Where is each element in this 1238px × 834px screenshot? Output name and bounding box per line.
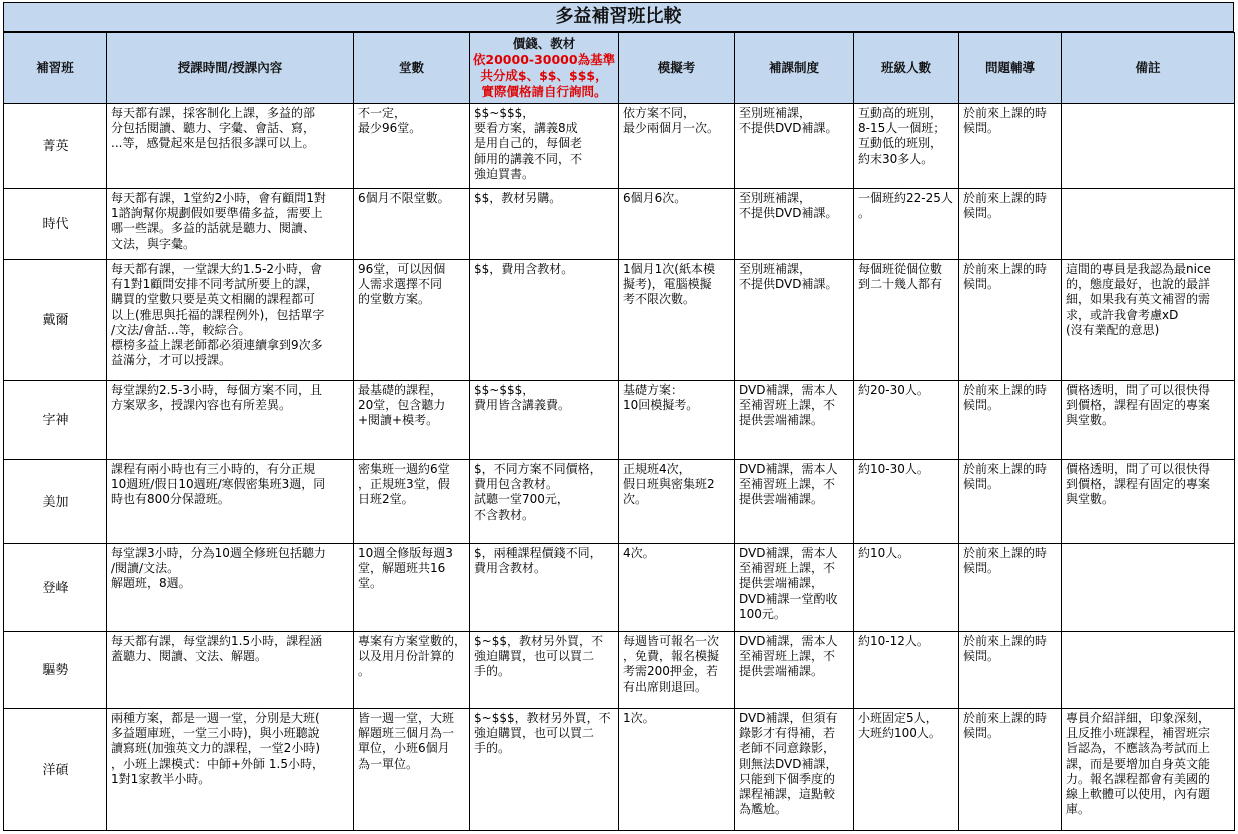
- col-header-price: 價錢、教材 依20000-30000為基準 共分成$、$$、$$$， 實際價格請自行詢問。: [470, 33, 619, 104]
- class-size-cell: 一個班約22-25人 。: [854, 189, 959, 260]
- tutoring-cell: 於前來上課的時 候問。: [959, 260, 1062, 381]
- table-body: [4, 104, 1235, 831]
- price-cell: $~$$$，教材另外買，不 強迫購買，也可以買二 手的。: [470, 709, 619, 831]
- price-cell: $，兩種課程價錢不同， 費用含教材。: [470, 544, 619, 632]
- makeup-cell: DVD補課，需本人 至補習班上課，不 提供雲端補課。: [735, 632, 854, 709]
- notes-cell: [1062, 544, 1235, 632]
- comparison-table: [3, 32, 1235, 831]
- makeup-cell: DVD補課，但須有 錄影才有得補，若 老師不同意錄影， 則無法DVD補課， 只能到下個季度的 課程補課，這點較 為尷尬。: [735, 709, 854, 831]
- school-name: 美加: [4, 460, 107, 544]
- tutoring-cell: 於前來上課的時 候問。: [959, 104, 1062, 189]
- col-header-sessions: 堂數: [354, 33, 470, 104]
- price-cell: $$~$$$， 要看方案，講義8成 是用自己的，每個老 師用的講義不同，不 強迫買書。: [470, 104, 619, 189]
- schedule-cell: 每天都有課，1堂約2小時，會有顧問1對 1諮詢幫你規劃假如要準備多益，需要上 哪一些課。多益的話就是聽力、閱讀、 文法，與字彙。: [107, 189, 354, 260]
- mock-exam-cell: 6個月6次。: [619, 189, 735, 260]
- class-size-cell: 約10-30人。: [854, 460, 959, 544]
- class-size-cell: 每個班從個位數 到二十幾人都有: [854, 260, 959, 381]
- school-name: 菁英: [4, 104, 107, 189]
- notes-cell: [1062, 632, 1235, 709]
- schedule-cell: 兩種方案，都是一週一堂，分別是大班( 多益題庫班，一堂三小時)，與小班聽說 讀寫班(加強英文力的課程，一堂2小時) ，小班上課模式：中師+外師 1.5小時， 1對1家教半小時。: [107, 709, 354, 831]
- makeup-cell: DVD補課，需本人 至補習班上課，不 提供雲端補課。: [735, 460, 854, 544]
- price-cell: $$，教材另購。: [470, 189, 619, 260]
- col-header-tutoring: 問題輔導: [959, 33, 1062, 104]
- mock-exam-cell: 基礎方案： 10回模擬考。: [619, 381, 735, 460]
- price-cell: $，不同方案不同價格， 費用包含教材。 試聽一堂700元， 不含教材。: [470, 460, 619, 544]
- table-row: [4, 381, 1235, 460]
- school-name: 字神: [4, 381, 107, 460]
- mock-exam-cell: 正規班4次， 假日班與密集班2 次。: [619, 460, 735, 544]
- class-size-cell: 小班固定5人， 大班約100人。: [854, 709, 959, 831]
- col-header-school: 補習班: [4, 33, 107, 104]
- mock-exam-cell: 每週皆可報名一次 ，免費，報名模擬 考需200押金，若 有出席則退回。: [619, 632, 735, 709]
- tutoring-cell: 於前來上課的時 候問。: [959, 189, 1062, 260]
- makeup-cell: DVD補課，需本人 至補習班上課，不 提供雲端補課， DVD補課一堂酌收 100元。: [735, 544, 854, 632]
- school-name: 登峰: [4, 544, 107, 632]
- class-size-cell: 約20-30人。: [854, 381, 959, 460]
- price-cell: $$~$$$， 費用皆含講義費。: [470, 381, 619, 460]
- col-header-makeup: 補課制度: [735, 33, 854, 104]
- mock-exam-cell: 4次。: [619, 544, 735, 632]
- tutoring-cell: 於前來上課的時 候問。: [959, 632, 1062, 709]
- col-header-schedule: 授課時間/授課內容: [107, 33, 354, 104]
- mock-exam-cell: 1次。: [619, 709, 735, 831]
- school-name: 時代: [4, 189, 107, 260]
- col-header-class-size: 班級人數: [854, 33, 959, 104]
- notes-cell: [1062, 189, 1235, 260]
- table-row: [4, 709, 1235, 831]
- price-cell: $$，費用含教材。: [470, 260, 619, 381]
- table-row: [4, 189, 1235, 260]
- sessions-cell: 6個月不限堂數。: [354, 189, 470, 260]
- notes-cell: [1062, 104, 1235, 189]
- notes-cell: 價格透明，問了可以很快得 到價格，課程有固定的專案 與堂數。: [1062, 381, 1235, 460]
- makeup-cell: 至別班補課， 不提供DVD補課。: [735, 260, 854, 381]
- notes-cell: 專員介紹詳細，印象深刻， 且反推小班課程，補習班宗 旨認為，不應該為考試而上 課，而是要增加自身英文能 力。報名課程都會有美國的 線上軟體可以使用，內有題 庫。: [1062, 709, 1235, 831]
- mock-exam-cell: 依方案不同， 最少兩個月一次。: [619, 104, 735, 189]
- school-name: 驅勢: [4, 632, 107, 709]
- price-note: 依20000-30000為基準 共分成$、$$、$$$， 實際價格請自行詢問。: [472, 52, 616, 99]
- class-size-cell: 互動高的班別， 8-15人一個班； 互動低的班別， 約末30多人。: [854, 104, 959, 189]
- class-size-cell: 約10-12人。: [854, 632, 959, 709]
- sessions-cell: 10週全修版每週3 堂，解題班共16 堂。: [354, 544, 470, 632]
- schedule-cell: 每天都有課，每堂課約1.5小時，課程涵 蓋聽力、閱讀、文法、解題。: [107, 632, 354, 709]
- school-name: 戴爾: [4, 260, 107, 381]
- table-row: [4, 632, 1235, 709]
- schedule-cell: 每堂課約2.5-3小時，每個方案不同，且 方案眾多，授課內容也有所差異。: [107, 381, 354, 460]
- tutoring-cell: 於前來上課的時 候問。: [959, 709, 1062, 831]
- tutoring-cell: 於前來上課的時 候問。: [959, 460, 1062, 544]
- price-cell: $~$$，教材另外買，不 強迫購買，也可以買二 手的。: [470, 632, 619, 709]
- tutoring-cell: 於前來上課的時 候問。: [959, 544, 1062, 632]
- notes-cell: 價格透明，問了可以很快得 到價格，課程有固定的專案 與堂數。: [1062, 460, 1235, 544]
- sessions-cell: 皆一週一堂，大班 解題班三個月為一 單位，小班6個月 為一單位。: [354, 709, 470, 831]
- header-row: [4, 33, 1235, 104]
- notes-cell: 這間的專員是我認為最nice 的，態度最好，也說的最詳 細，如果我有英文補習的需 求，或許我會考慮xD (沒有業配的意思): [1062, 260, 1235, 381]
- makeup-cell: 至別班補課， 不提供DVD補課。: [735, 104, 854, 189]
- schedule-cell: 每天都有課，一堂課大約1.5-2小時，會 有1對1顧問安排不同考試所要上的課， 購買的堂數只要是英文相關的課程都可 以上(雅思與托福的課程例外)，包括單字 /文法/會話...等，較綜合。 標榜多益上課老師都必須連續拿到9次多 益滿分，才可以授課。: [107, 260, 354, 381]
- class-size-cell: 約10人。: [854, 544, 959, 632]
- table-row: [4, 544, 1235, 632]
- sessions-cell: 密集班一週約6堂 ，正規班3堂，假 日班2堂。: [354, 460, 470, 544]
- sheet-title: 多益補習班比較: [3, 2, 1234, 32]
- sessions-cell: 最基礎的課程， 20堂，包含聽力 +閱讀+模考。: [354, 381, 470, 460]
- makeup-cell: 至別班補課， 不提供DVD補課。: [735, 189, 854, 260]
- table-row: [4, 104, 1235, 189]
- col-header-mock-exam: 模擬考: [619, 33, 735, 104]
- schedule-cell: 每天都有課，採客制化上課，多益的部 分包括閱讀、聽力、字彙、會話、寫， ...等，感覺起來是包括很多課可以上。: [107, 104, 354, 189]
- makeup-cell: DVD補課，需本人 至補習班上課，不 提供雲端補課。: [735, 381, 854, 460]
- schedule-cell: 課程有兩小時也有三小時的，有分正規 10週班/假日10週班/寒假密集班3週，同 時也有800分保證班。: [107, 460, 354, 544]
- col-header-notes: 備註: [1062, 33, 1235, 104]
- sessions-cell: 專案有方案堂數的， 以及用月份計算的 。: [354, 632, 470, 709]
- sessions-cell: 96堂，可以因個 人需求選擇不同 的堂數方案。: [354, 260, 470, 381]
- sessions-cell: 不一定， 最少96堂。: [354, 104, 470, 189]
- table-row: [4, 460, 1235, 544]
- tutoring-cell: 於前來上課的時 候問。: [959, 381, 1062, 460]
- table-row: [4, 260, 1235, 381]
- mock-exam-cell: 1個月1次(紙本模 擬考)，電腦模擬 考不限次數。: [619, 260, 735, 381]
- school-name: 洋碩: [4, 709, 107, 831]
- schedule-cell: 每堂課3小時，分為10週全修班包括聽力 /閱讀/文法。 解題班，8週。: [107, 544, 354, 632]
